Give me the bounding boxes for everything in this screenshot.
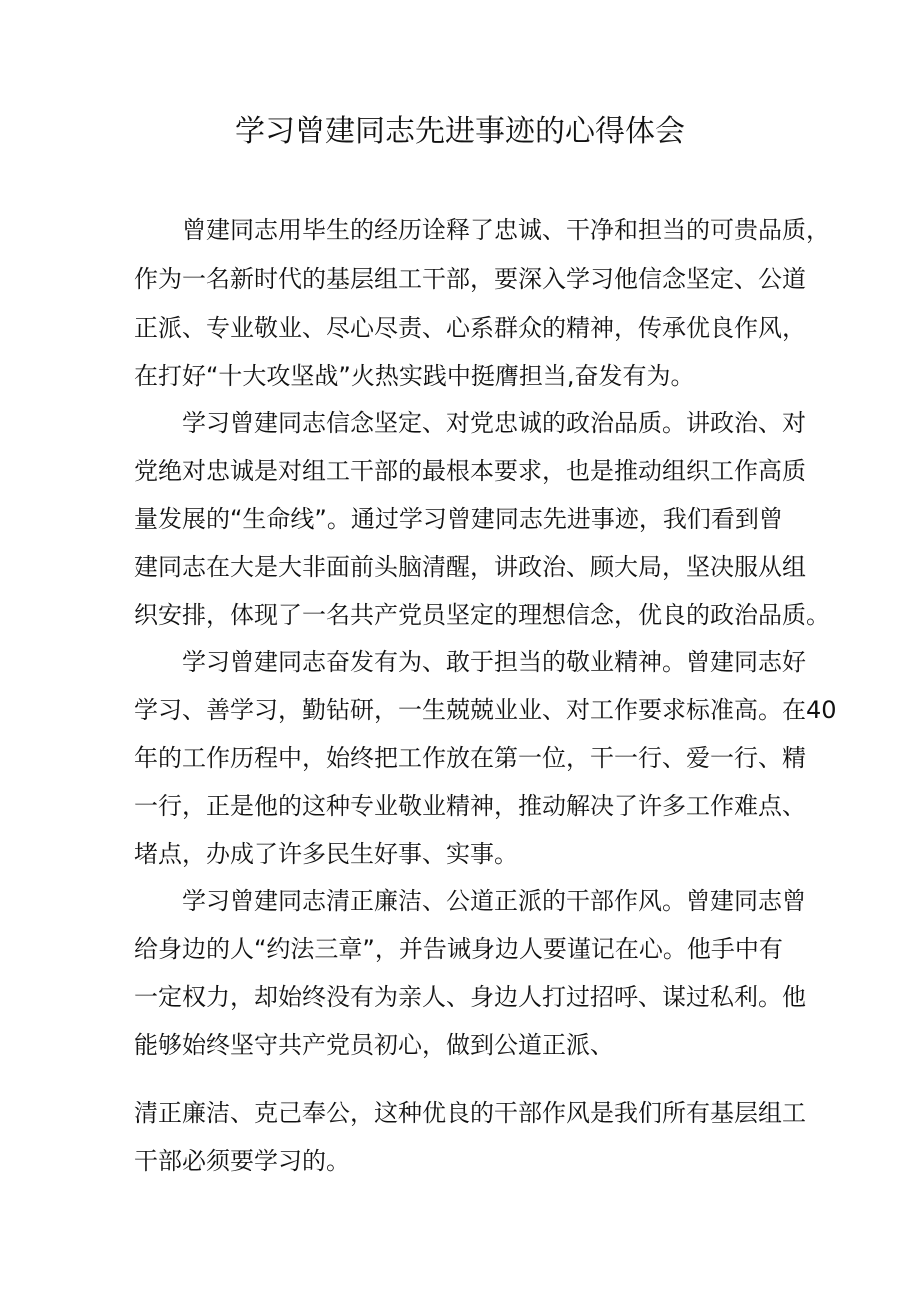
text-line: 干部必须要学习的。 (134, 1147, 350, 1175)
text-line: 清正廉洁、克己奉公，这种优良的干部作风是我们所有基层组工 (134, 1099, 806, 1127)
text-line: 量发展的“生命线”。通过学习曾建同志先进事迹，我们看到曾 (134, 505, 783, 533)
document-title: 学习曾建同志先进事迹的心得体会 (235, 114, 685, 149)
text-line: 正派、专业敬业、尽心尽责、心系群众的精神，传承优良作风， (134, 314, 806, 342)
text-line: 学习曾建同志奋发有为、敢于担当的敬业精神。曾建同志好 (182, 648, 806, 676)
text-line: 给身边的人“约法三章”，并告诫身边人要谨记在心。他手中有 (134, 935, 783, 963)
text-line: 在打好“十大攻坚战”火热实践中挺膺担当,奋发有为。 (134, 362, 695, 390)
text-line: 年的工作历程中，始终把工作放在第一位，干一行、爱一行、精 (134, 744, 806, 772)
text-line: 建同志在大是大非面前头脑清醒，讲政治、顾大局，坚决服从组 (134, 553, 806, 581)
text-line: 曾建同志用毕生的经历诠释了忠诚、干净和担当的可贵品质， (182, 216, 830, 244)
text-line: 学习曾建同志清正廉洁、公道正派的干部作风。曾建同志曾 (182, 887, 806, 915)
text-line: 一定权力，却始终没有为亲人、身边人打过招呼、谋过私利。他 (134, 983, 806, 1011)
text-line: 作为一名新时代的基层组工干部，要深入学习他信念坚定、公道 (134, 265, 806, 293)
text-line: 学习、善学习，勤钻研，一生兢兢业业、对工作要求标准高。在40 (134, 696, 837, 724)
text-line: 学习曾建同志信念坚定、对党忠诚的政治品质。讲政治、对 (182, 409, 806, 437)
text-line: 堵点，办成了许多民生好事、实事。 (134, 840, 518, 868)
text-line: 织安排，体现了一名共产党员坚定的理想信念，优良的政治品质。 (134, 601, 830, 629)
text-line: 党绝对忠诚是对组工干部的最根本要求，也是推动组织工作高质 (134, 457, 806, 485)
text-line: 一行，正是他的这种专业敬业精神，推动解决了许多工作难点、 (134, 792, 806, 820)
text-line: 能够始终坚守共产党员初心，做到公道正派、 (134, 1031, 614, 1059)
